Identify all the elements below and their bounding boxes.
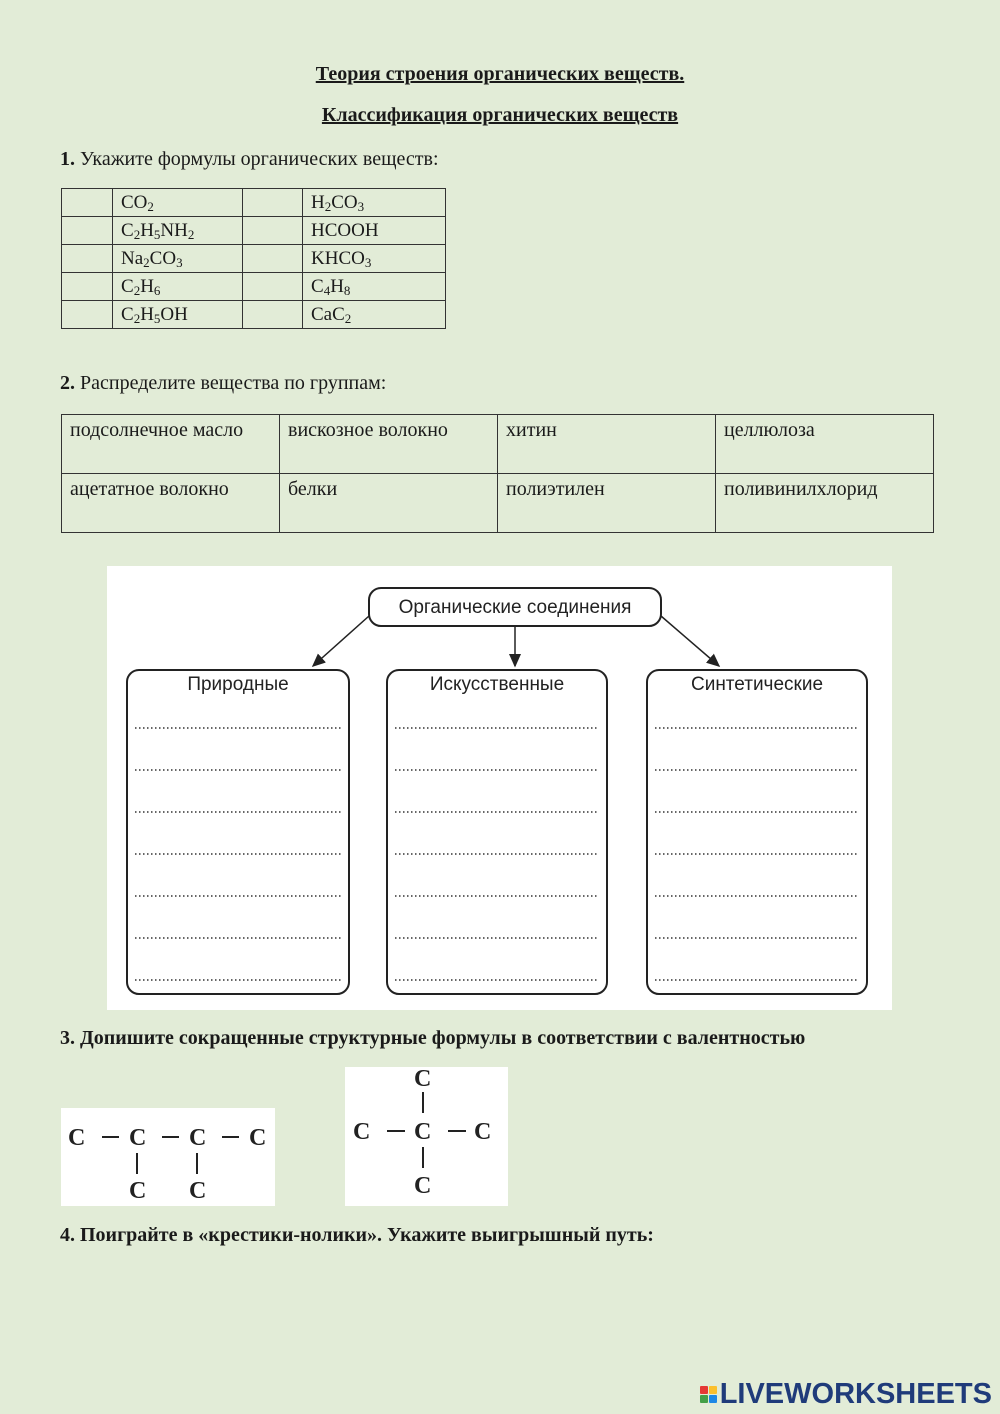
table-row bbox=[62, 273, 446, 301]
formula-cell: $C_4H_8$ bbox=[303, 273, 446, 301]
atom-c: C bbox=[129, 1125, 147, 1151]
task1-heading bbox=[60, 148, 439, 171]
atom-c: C bbox=[414, 1119, 432, 1145]
group-natural-box bbox=[127, 670, 349, 994]
substance-cell[interactable]: белки bbox=[280, 474, 498, 533]
answer-checkbox-cell[interactable] bbox=[243, 245, 303, 273]
title-line-2: Классификация органических веществ bbox=[321, 104, 679, 126]
group-synthetic-box bbox=[647, 670, 867, 994]
answer-checkbox-cell[interactable] bbox=[62, 301, 113, 329]
root-label: Органические соединения bbox=[398, 597, 632, 618]
task1-number: 1. bbox=[60, 148, 75, 170]
substance-cell[interactable]: ацетатное волокно bbox=[62, 474, 280, 533]
substance-cell[interactable]: хитин bbox=[498, 415, 716, 474]
table-row bbox=[62, 301, 446, 329]
atom-c: C bbox=[414, 1173, 432, 1199]
substance-cell[interactable]: подсолнечное масло bbox=[62, 415, 280, 474]
answer-checkbox-cell[interactable] bbox=[243, 301, 303, 329]
table-row bbox=[62, 189, 446, 217]
answer-checkbox-cell[interactable] bbox=[62, 217, 113, 245]
answer-checkbox-cell[interactable] bbox=[243, 189, 303, 217]
task4-heading: 4. Поиграйте в «крестики-нолики». Укажите выигрышный путь: bbox=[60, 1224, 654, 1246]
answer-checkbox-cell[interactable] bbox=[243, 217, 303, 245]
formula-cell: $H_2CO_3$ bbox=[303, 189, 446, 217]
atom-c: C bbox=[249, 1125, 267, 1151]
arrow-natural bbox=[313, 616, 369, 666]
formula-cell: $Na_2CO_3$ bbox=[113, 245, 243, 273]
answer-checkbox-cell[interactable] bbox=[62, 273, 113, 301]
substance-cell[interactable]: поливинилхлорид bbox=[716, 474, 934, 533]
liveworksheets-logo bbox=[700, 1374, 992, 1414]
table-row bbox=[62, 415, 934, 474]
group-synthetic-label: Синтетические bbox=[690, 674, 824, 695]
atom-c: C bbox=[353, 1119, 371, 1145]
formula-cell: CaC$_2$ bbox=[303, 301, 446, 329]
answer-checkbox-cell[interactable] bbox=[62, 245, 113, 273]
table-row bbox=[62, 217, 446, 245]
formula-image-1 bbox=[61, 1108, 275, 1206]
logo-mark-icon bbox=[700, 1386, 717, 1403]
formula-cell: $CO_2$ bbox=[113, 189, 243, 217]
formula-cell: $C_2H_5NH_2$ bbox=[113, 217, 243, 245]
substance-cell[interactable]: целлюлоза bbox=[716, 415, 934, 474]
formula-image-2 bbox=[345, 1067, 508, 1206]
task1-text: Укажите формулы органических веществ: bbox=[75, 148, 439, 170]
answer-checkbox-cell[interactable] bbox=[243, 273, 303, 301]
atom-c: C bbox=[189, 1125, 207, 1151]
title-line-1: Теория строения органических веществ. bbox=[315, 63, 685, 85]
task2-text: Распределите вещества по группам: bbox=[75, 372, 387, 394]
logo-text: LIVEWORKSHEETS bbox=[719, 1377, 992, 1410]
substance-cell[interactable]: вискозное волокно bbox=[280, 415, 498, 474]
atom-c: C bbox=[129, 1178, 147, 1204]
group-natural-label: Природные bbox=[187, 674, 289, 695]
formula-cell: $C_2H_5OH$ bbox=[113, 301, 243, 329]
formula-cell: $KHCO_3$ bbox=[303, 245, 446, 273]
table-row bbox=[62, 245, 446, 273]
answer-checkbox-cell[interactable] bbox=[62, 189, 113, 217]
task2-number: 2. bbox=[60, 372, 75, 394]
atom-c: C bbox=[189, 1178, 207, 1204]
atom-c: C bbox=[414, 1067, 432, 1092]
formula-cell: HCOOH bbox=[303, 217, 446, 245]
atom-c: C bbox=[474, 1119, 492, 1145]
task2-substances-table bbox=[61, 414, 934, 533]
group-artificial-box bbox=[387, 670, 607, 994]
substance-cell[interactable]: полиэтилен bbox=[498, 474, 716, 533]
task3-heading: 3. Допишите сокращенные структурные формулы в соответствии с валентностью bbox=[60, 1027, 806, 1049]
arrow-synthetic bbox=[661, 616, 719, 666]
task1-formula-table bbox=[61, 188, 446, 329]
task2-heading bbox=[60, 372, 386, 395]
atom-c: C bbox=[68, 1125, 86, 1151]
table-row bbox=[62, 474, 934, 533]
formula-cell: $C_2H_6$ bbox=[113, 273, 243, 301]
group-artificial-label: Искусственные bbox=[429, 674, 565, 695]
classification-diagram bbox=[107, 566, 892, 1010]
